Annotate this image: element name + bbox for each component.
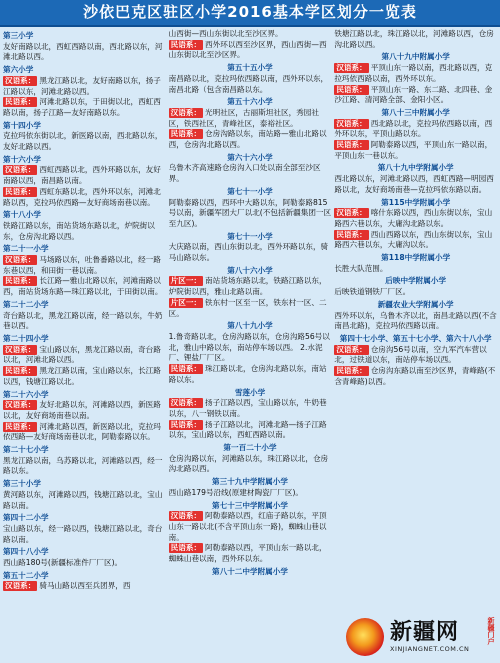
district-text: 珠江路以北，仓房沟北路以东，南站路以东。	[168, 364, 327, 384]
district-text: 平顶山东一路、东二路、北四巷、金沙江路、清河路全部、金阳小区。	[334, 84, 493, 105]
district-description: 铁路江路以东，南站货场东路以北，炉院街以东，仓房沟北路以西。	[3, 220, 155, 241]
district-entry	[3, 366, 166, 387]
district-text: 河滩北路以西，新医路以北，克拉玛依西路—友好商场南巷以北，阿勒泰路以东。	[3, 421, 161, 442]
district-description: 山西街—西山东街以北至沙区界。	[168, 29, 283, 38]
school-name: 第二十七小学	[3, 445, 49, 455]
system-label: 民语系：	[170, 419, 202, 429]
district-entry	[169, 276, 332, 297]
school-name: 第三小学	[3, 31, 34, 40]
district-text: 西外环以西至沙区界，西山西街—西山东街以北至沙区界。	[168, 39, 327, 60]
district-entry	[334, 85, 497, 106]
district-text: 光明社区，古丽斯坦社区，秀园社区，铁西社区，青峰社区，泰裕社区。	[168, 107, 319, 128]
system-label: 民语系：	[5, 366, 36, 376]
district-text: 仓房沟56号以南，空九军汽车营以北，过铁道以东，南站停车场以西。	[334, 344, 487, 365]
district-entry	[169, 108, 332, 129]
school-name: 第八十九中附属小学	[381, 52, 450, 62]
school-name: 第三十九中学附属小学	[212, 477, 288, 487]
district-entry	[169, 511, 332, 543]
district-text: 喀什东路以西，西山东街以东，宝山路西六巷以东，大庸沟北路以东。	[334, 208, 493, 228]
system-label: 汉语系：	[5, 400, 36, 410]
district-description: 西外环以东，乌鲁木齐以北，南昌北路以西(不含南昌北路)，克拉玛依西路以南。	[334, 310, 497, 331]
district-entry	[169, 129, 332, 150]
district-entry	[3, 400, 166, 421]
logo-emblem-icon	[346, 618, 384, 656]
district-description: 铁塘江路以北，珠江路以北，河滩路以西，仓房沟北路以西。	[334, 29, 494, 49]
system-label: 汉语系：	[336, 344, 367, 354]
column-left	[3, 29, 166, 663]
school-name: 第二十六小学	[3, 389, 49, 399]
school-name: 第二十四小学	[3, 333, 49, 343]
school-name: 第二十一小学	[3, 244, 49, 254]
district-text: 阿勒泰路以西，平顶山东一路以南，平顶山东一巷以东。	[334, 140, 493, 160]
brand-url: XINJIANGNET.COM.CN	[390, 645, 470, 653]
district-text: 铁东村一区至一区，铁东村一区、二区。	[168, 297, 327, 318]
school-name: 第十八小学	[3, 210, 41, 220]
district-entry	[169, 420, 332, 441]
column-middle	[169, 29, 332, 663]
school-name: 第五十六小学	[227, 97, 273, 107]
system-label: 汉语系：	[5, 344, 36, 354]
district-description: 1.鲁奇路以北，仓房沟路以东，仓房沟路56号以北，雅山中路以东，南站停车场以西。 2.水泥厂、锂盐厂厂区。	[168, 331, 330, 363]
district-text: 仓房沟东路以南至沙区界，青峰路(不含青峰路)以西。	[334, 366, 496, 386]
school-name: 第六小学	[3, 65, 34, 75]
district-entry	[169, 40, 332, 61]
district-text: 黑龙江路以南，宝山路以东，长江路以西，钱塘江路以北。	[3, 366, 161, 386]
district-description: 乌鲁木齐高速路仓房沟入口处以南全部至沙区界。	[168, 163, 321, 184]
district-description: 西北路以东，河滩北路以西，西虹西路—明园西路以北，友好商场南巷—克拉玛依东路以南。	[334, 174, 494, 194]
district-description: 后映铁道钢铁厂厂区。	[334, 287, 411, 297]
system-label: 汉语系：	[5, 165, 36, 175]
content-columns	[0, 27, 500, 663]
school-name: 第四十七小学、第五十七小学、第六十八小学	[339, 333, 492, 343]
column-right	[334, 29, 497, 663]
district-entry	[3, 345, 166, 366]
district-entry	[3, 76, 166, 97]
district-entry	[3, 581, 166, 592]
school-name: 第一百二十小学	[223, 443, 277, 453]
district-description: 仓房沟路以东，河滩路以东，珠江路以北，仓房沟北路以西。	[168, 453, 329, 474]
system-label: 汉语系：	[5, 581, 36, 591]
district-text: 黑龙江路以北，友好南路以东，扬子江路以东，河滩北路以西。	[3, 75, 161, 96]
district-entry	[169, 543, 332, 564]
school-name: 第七十一小学	[227, 186, 273, 196]
system-label: 民语系：	[336, 84, 367, 94]
district-entry	[334, 208, 497, 229]
system-label: 民语系：	[336, 229, 367, 239]
district-entry	[334, 366, 497, 387]
system-label: 民语系：	[170, 543, 202, 553]
school-name: 第115中学附属小学	[381, 197, 451, 207]
school-name: 第七十三中学附属小学	[212, 500, 288, 510]
district-text: 友好北路以东，河滩路以西，新医路以北，友好商场南巷以南。	[3, 400, 161, 420]
system-label: 民语系：	[170, 39, 202, 49]
school-name: 第八十二中学附属小学	[212, 566, 288, 576]
district-text: 河滩北路以东，于田街以北，西虹西路以南，扬子江路—友好南路以东。	[3, 97, 161, 117]
school-name: 第十四小学	[3, 120, 41, 130]
school-name: 第四十八小学	[3, 547, 49, 557]
site-logo	[346, 613, 496, 661]
district-description: 长胜大队范围。	[334, 263, 388, 273]
system-label: 汉语系：	[170, 107, 202, 117]
district-text: 宝山路以东，黑龙江路以南，奇台路以北，河滩北路以西。	[3, 344, 161, 365]
district-entry	[334, 140, 497, 161]
district-entry	[334, 119, 497, 140]
school-name: 第五十二小学	[3, 570, 49, 580]
system-label: 民语系：	[336, 140, 367, 150]
school-name: 第七十一小学	[227, 231, 273, 241]
district-text: 平顶山东一路以南，西北路以西，克拉玛依西路以南，西外环以东。	[334, 63, 493, 83]
district-description: 奇台路以北，黑龙江路以南，经一路以东，牛奶巷以西。	[3, 310, 163, 331]
district-entry	[3, 422, 166, 443]
district-text: 西北路以北，克拉玛依西路以南，西外环以东，平顶山路以东。	[334, 118, 493, 139]
district-description: 阿勒泰路以西，西环中大路以东，阿勒泰路815号以南，新疆军团大厂以北(不包括新疆集团一区至九区)。	[168, 197, 332, 228]
system-label: 民语系：	[5, 421, 36, 431]
school-name: 第118中学附属小学	[381, 253, 451, 263]
district-entry	[3, 187, 166, 208]
school-name: 后映中学附属小学	[385, 276, 447, 286]
brand-name: 新疆网	[390, 620, 460, 645]
district-text: 长江路—雅山北路以东，河滩南路以西，南站货场东路—珠江路以北，于田街以南。	[3, 276, 163, 297]
system-label: 民语系：	[5, 97, 36, 107]
district-text: 马场路以东，吐鲁番路以北，经一路东巷以西，和田街一巷以南。	[3, 255, 161, 275]
school-name: 第四十二小学	[3, 513, 49, 523]
district-description: 黄河路以东，河滩路以西，钱塘江路以北，宝山路以南。	[3, 489, 163, 510]
district-description: 大庆路以南，西山东街以北，西外环路以东，骑马山路以东。	[168, 242, 329, 263]
district-entry	[3, 255, 166, 276]
school-name: 第八十九中学附属小学	[377, 163, 454, 173]
district-description: 西山路179号沿线(原建材陶瓷厂厂区)。	[168, 487, 303, 497]
system-label: 汉语系：	[170, 398, 202, 408]
school-name: 新疆农业大学附属小学	[377, 299, 454, 309]
district-description: 黑龙江路以南，乌苏路以北，河滩路以西，经一路以东。	[3, 455, 163, 476]
district-text: 西山西路以东，西山东街以东，宝山路西六巷以东，大庸沟以东。	[334, 229, 493, 250]
system-label: 民语系：	[170, 364, 202, 374]
portal-label: 新疆门户	[487, 617, 495, 645]
system-label: 民语系：	[336, 366, 367, 376]
school-name: 第五十五小学	[227, 63, 273, 73]
system-label: 汉语系：	[336, 63, 367, 73]
system-label: 汉语系：	[5, 75, 36, 85]
school-name: 第三十小学	[3, 479, 41, 489]
district-entry	[3, 165, 166, 186]
system-label: 汉语系：	[336, 118, 367, 128]
system-label: 汉语系：	[170, 511, 202, 521]
system-label: 片区一：	[170, 297, 202, 307]
district-text: 南站货场东路以北，铁路江路以东，炉院街以西，雅山北路以南。	[168, 276, 327, 297]
district-text: 骑马山路以西至兵团界，西	[39, 581, 131, 591]
school-name: 雪莲小学	[234, 387, 266, 397]
system-label: 汉语系：	[5, 255, 36, 265]
district-entry	[334, 230, 497, 251]
district-entry	[3, 97, 166, 118]
system-label: 汉语系：	[336, 208, 367, 218]
school-name: 第八十九小学	[227, 321, 273, 331]
district-entry	[169, 298, 332, 319]
district-description: 克拉玛依东街以北，新医路以南，西北路以东，友好北路以西。	[3, 131, 163, 152]
district-description: 西山路180号(新疆标准件厂厂区)。	[3, 558, 123, 568]
system-label: 民语系：	[5, 276, 36, 286]
page-title: 沙依巴克区驻区小学2016基本学区划分一览表	[0, 0, 500, 27]
district-entry	[334, 345, 497, 366]
system-label: 片区一：	[170, 276, 202, 286]
school-name: 第八十三中附属小学	[381, 107, 450, 117]
school-name: 第二十二小学	[3, 299, 49, 309]
district-text: 西虹西路以北，西外环路以东，友好南路以西，南昌路以南。	[3, 165, 161, 186]
district-text: 西虹东路以北，西外环以东，河滩北路以西，克拉玛依西路—友好商场南巷以南。	[3, 186, 161, 207]
school-name: 第六十六小学	[227, 152, 273, 162]
district-entry	[169, 364, 332, 385]
district-text: 阿勒泰路以西，平顶山东一路以北，蜘蛛山巷以南，西外环以东。	[168, 543, 327, 564]
district-description: 宝山路以东，经一路以西，钱塘江路以北，奇台路以南。	[3, 523, 163, 544]
district-entry	[169, 398, 332, 419]
district-entry	[334, 63, 497, 84]
district-text: 扬子江路以北，河滩北路—扬子江路以东，宝山路以东，西虹西路以南。	[168, 419, 327, 440]
system-label: 民语系：	[170, 129, 202, 139]
district-description: 南昌路以北，克拉玛依西路以南，西外环以东，南昌北路（包含南昌路以东。	[168, 73, 329, 94]
district-text: 扬子江路以西，宝山路以东，牛奶巷以东，八一钢铁以南。	[168, 398, 327, 418]
district-entry	[3, 276, 166, 297]
district-text: 仓房沟路以东，南站路—雅山北路以西，仓房沟北路以西。	[168, 129, 327, 150]
district-description: 友好南路以北，西虹西路以南，西北路以东，河滩北路以西。	[3, 41, 163, 62]
school-name: 第八十六小学	[227, 265, 273, 275]
school-name: 第十六小学	[3, 154, 41, 164]
system-label: 民语系：	[5, 186, 36, 196]
district-text: 阿勒泰路以西，红庙子路以东，平顶山东一路以北(不含平顶山东一路)，蜘蛛山巷以南。	[168, 511, 327, 542]
